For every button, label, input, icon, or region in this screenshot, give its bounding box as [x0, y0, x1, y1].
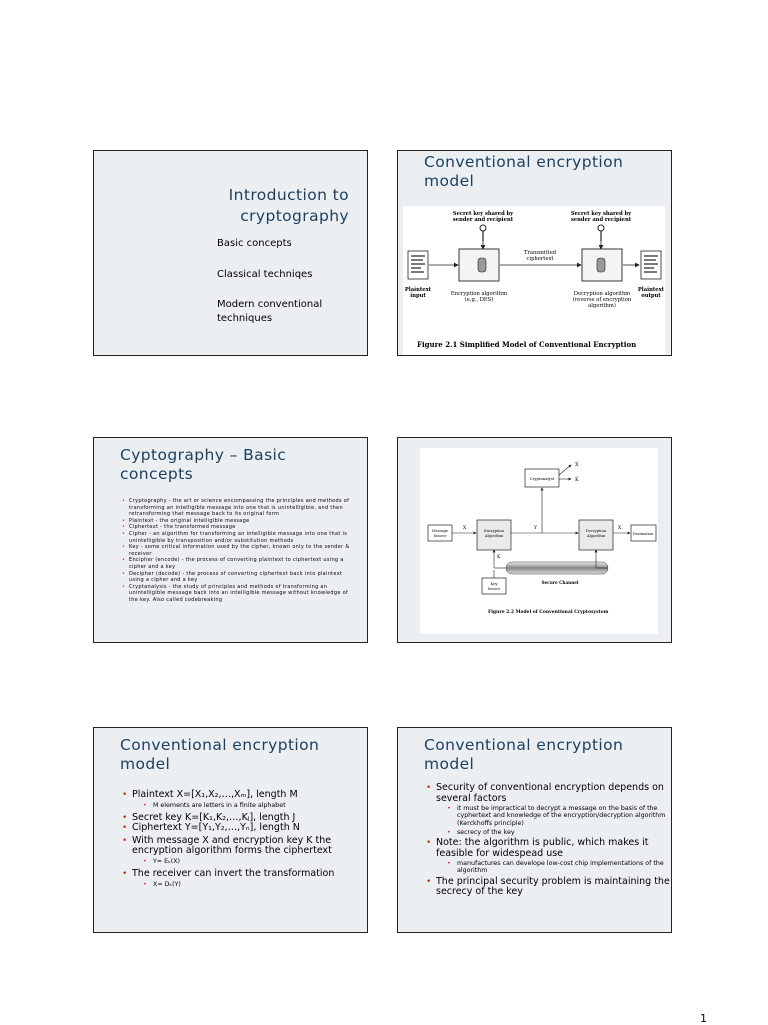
- node-label: Destination: [632, 532, 654, 536]
- sub-item: • secrecy of the key: [436, 829, 672, 836]
- list-item: • Ciphertext - the transformed message: [120, 524, 350, 531]
- variable-label: K: [497, 555, 501, 560]
- key-label: sender and recipient: [452, 217, 514, 223]
- decryption-box-icon: [582, 249, 622, 281]
- list-item: • Plaintext - the original intelligible message: [120, 518, 350, 525]
- node-label: Secure Channel: [541, 580, 579, 585]
- channel-label: Transmitted: [523, 250, 557, 256]
- list-item: • Cipher - an algorithm for transforming an intelligible message into one that is unintelligible by transposition and/or substitution methods: [120, 531, 350, 544]
- node-label: Encryption: [483, 529, 505, 533]
- node-label: algorithm): [588, 303, 616, 309]
- list-item: [120, 836, 364, 865]
- list-item-text: The receiver can invert the transformation: [132, 868, 335, 880]
- slide-conventional-model-security: [397, 727, 672, 933]
- node-label: Encryption algorithm: [450, 291, 508, 297]
- figure-svg: [403, 206, 665, 356]
- topic-item: Classical techniqes: [217, 269, 313, 280]
- slide-title: Conventional encryption model: [424, 153, 624, 190]
- topic-item: techniques: [217, 313, 273, 324]
- bullet-list: [424, 783, 672, 898]
- node-label: Algorithm: [586, 534, 606, 538]
- definition-list: [120, 498, 350, 604]
- variable-label: Y: [534, 526, 537, 531]
- figure-simplified-model: [403, 206, 665, 356]
- list-item: • Ciphertext Y=[Y₁,Y₂,…,Yₙ], length N: [120, 823, 364, 834]
- list-item: • Cryptanalysis - the study of principles and methods of transforming an unintelligible message back into an intelligible message without knowledge of the key. Also called codebreaking: [120, 584, 350, 604]
- node-label: Key: [490, 582, 498, 586]
- slide-basic-concepts: [93, 437, 368, 643]
- node-label: Cryptanalyst: [529, 476, 555, 481]
- bullet-list: [120, 790, 364, 892]
- list-item: • Decipher (decode) - the process of converting ciphertext back into plaintext using a cipher and a key: [120, 571, 350, 584]
- node-label: Decryption: [585, 529, 607, 533]
- variable-label: X: [618, 526, 622, 531]
- key-icon: [480, 225, 486, 241]
- title-line: cryptography: [240, 207, 349, 225]
- sub-item: • it must be impractical to decrypt a message on the basis of the cyphertext and knowledge of the encryption/decryption algorithm (Kerckhoffs principle): [436, 805, 672, 827]
- node-label: input: [410, 293, 426, 299]
- slide-conventional-model-figure: [397, 150, 672, 356]
- sub-item: • Y= Eₖ(X): [132, 858, 364, 865]
- topic-item: Basic concepts: [217, 238, 292, 249]
- slide-intro: [93, 150, 368, 356]
- list-item: [424, 783, 672, 836]
- list-item: • Encipher (encode) - the process of converting plaintext to ciphertext using a cipher and a key: [120, 557, 350, 570]
- list-item: • The principal security problem is maintaining the secrecy of the key: [424, 877, 672, 898]
- variable-label: X̂: [575, 462, 579, 468]
- topic-list: [217, 237, 322, 342]
- sub-item: • X= Dₖ(Y): [132, 881, 364, 888]
- node-label: Plaintext: [637, 287, 665, 293]
- slide-title: Conventional encryption model: [120, 736, 320, 773]
- slide-title: Cyptography – Basic concepts: [120, 446, 287, 483]
- list-item: [120, 790, 364, 809]
- sub-item: • M elements are letters in a finite alphabet: [132, 802, 364, 809]
- node-label: Source: [433, 534, 447, 538]
- node-label: (e.g., DES): [464, 297, 494, 303]
- title-line: Introduction to: [228, 186, 349, 204]
- node-label: Plaintext: [404, 287, 432, 293]
- key-label: Secret key shared by: [452, 211, 514, 217]
- figure-caption: Figure 2.1 Simplified Model of Conventional Encryption: [417, 340, 637, 349]
- node-label: Source: [487, 587, 501, 591]
- node-label: (reverse of encryption: [572, 297, 632, 303]
- list-item-text: With message X and encryption key K the encryption algorithm forms the ciphertext: [132, 834, 332, 857]
- node-label: Algorithm: [484, 534, 504, 538]
- message-source-box: [428, 525, 452, 541]
- list-item: [120, 869, 364, 888]
- list-item-text: Plaintext X=[X₁,X₂,…,Xₘ], length M: [132, 789, 298, 800]
- figure-cryptosystem: [420, 448, 658, 634]
- document-icon: [408, 251, 428, 279]
- list-item-text: Note: the algorithm is public, which makes it feasible for widespead use: [436, 837, 649, 859]
- channel-label: ciphertext: [526, 256, 554, 262]
- list-item: • Cryptography - the art or science encompassing the principles and methods of transforming an intelligible message into one that is unintelligible, and then retransforming that message back to its original form: [120, 498, 350, 518]
- sub-item: • manufactures can develope low-cost chip implementations of the algorithm: [436, 860, 672, 875]
- slide-cryptosystem-figure: [397, 437, 672, 643]
- node-label: output: [641, 293, 661, 299]
- key-icon: [598, 225, 604, 241]
- list-item: • Key - some critical information used by the cipher, known only to the sender & receiver: [120, 544, 350, 557]
- list-item: [424, 838, 672, 875]
- key-label: Secret key shared by: [570, 211, 632, 217]
- list-item: • Secret key K=[K₁,K₂,…,Kⱼ], length J: [120, 813, 364, 824]
- node-label: Message: [431, 529, 449, 533]
- encryption-box-icon: [459, 249, 499, 281]
- document-icon: [641, 251, 661, 279]
- variable-label: X: [463, 526, 467, 531]
- node-label: Decryption algorithm: [573, 291, 631, 297]
- key-label: sender and recipient: [570, 217, 632, 223]
- variable-label: K̂: [575, 477, 579, 483]
- list-item-text: Security of conventional encryption depends on several factors: [436, 782, 664, 804]
- slide-conventional-model-notation: [93, 727, 368, 933]
- figure-svg: [420, 448, 658, 634]
- slide-title: Conventional encryption model: [424, 736, 624, 773]
- figure-caption: Figure 2.2 Model of Conventional Cryptosystem: [488, 610, 609, 615]
- topic-item: Modern conventional: [217, 299, 323, 310]
- secure-channel-pipe: [506, 562, 608, 574]
- key-source-box: [482, 578, 506, 594]
- page-number: 1: [700, 1012, 707, 1025]
- slide-title: [94, 185, 349, 227]
